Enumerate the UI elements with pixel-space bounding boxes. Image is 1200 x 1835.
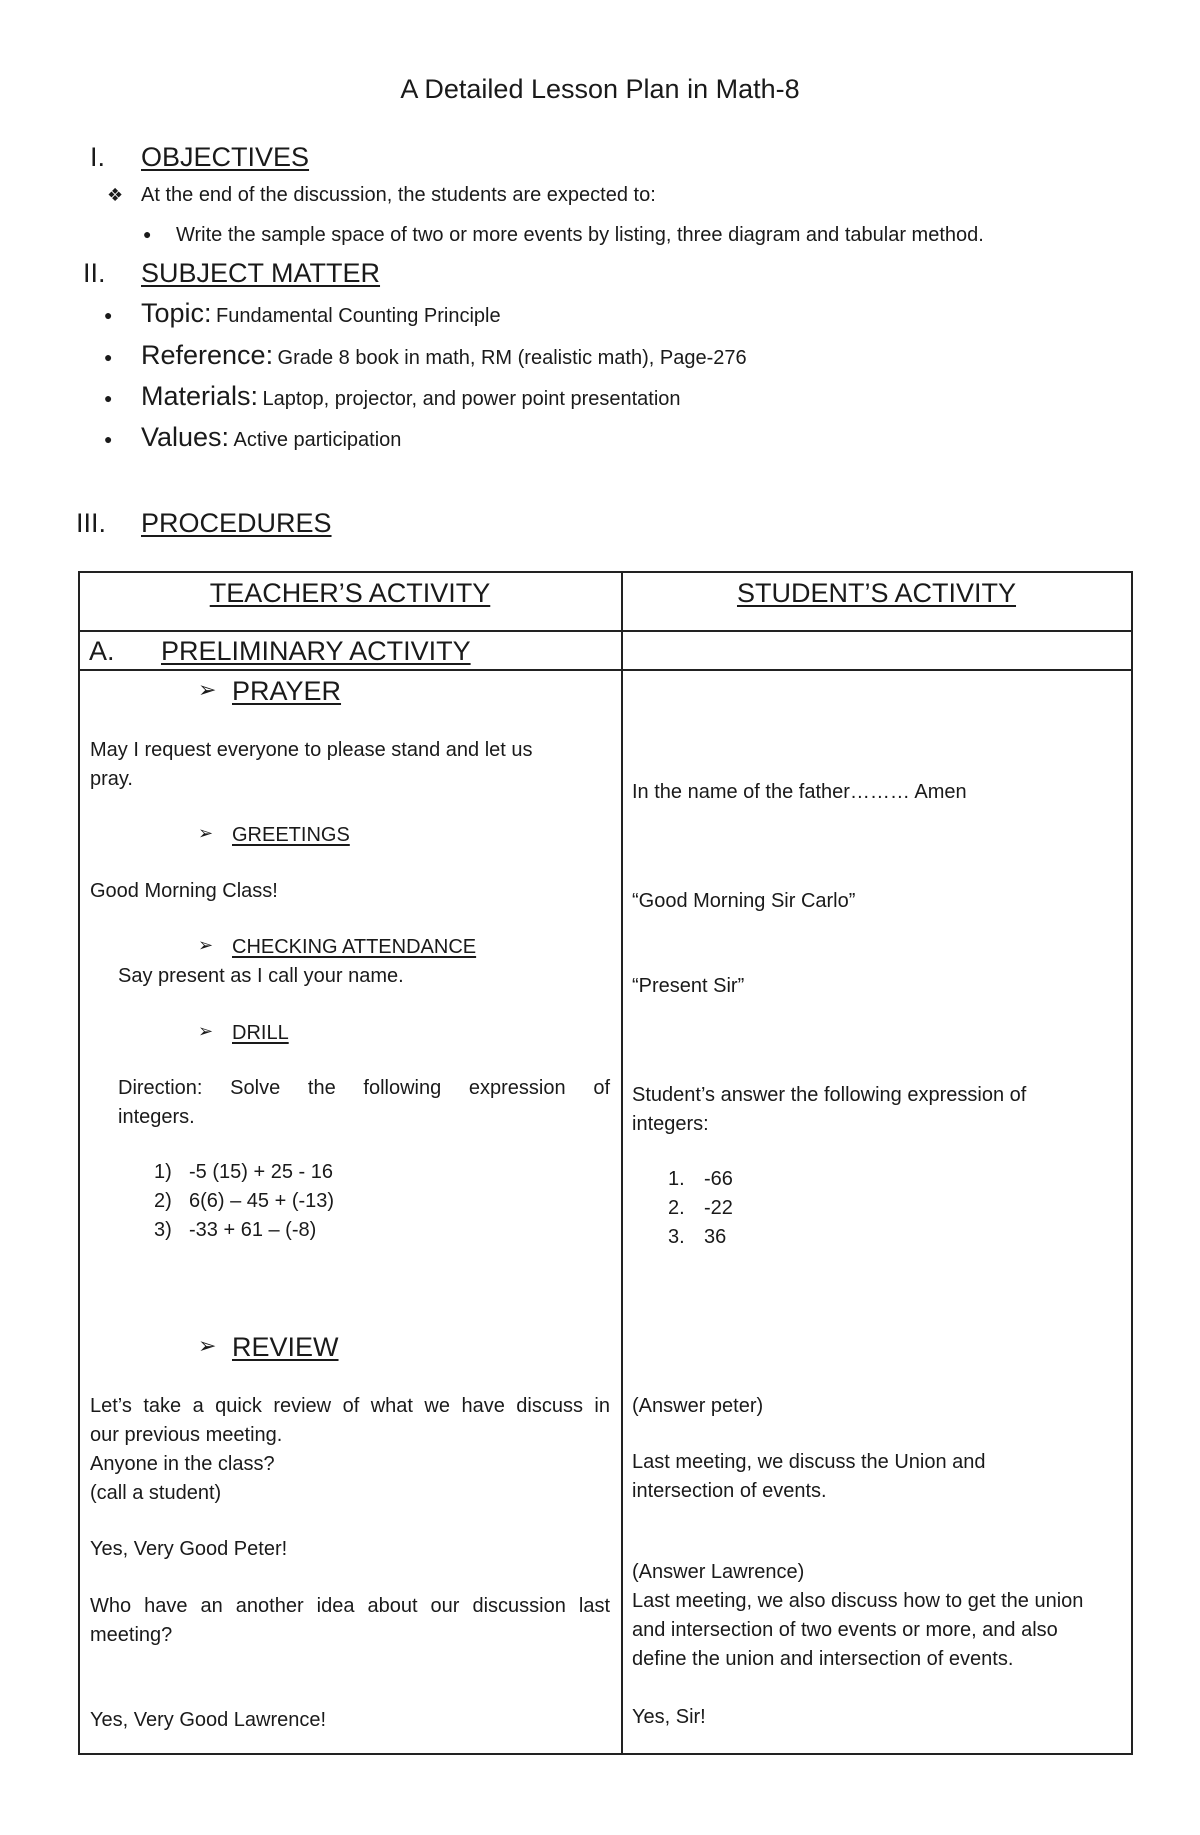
prayer-teacher-line1: May I request everyone to please stand and let us [90, 739, 533, 761]
arrow-bullet-icon: ➢ [198, 1021, 214, 1041]
objective-item: Write the sample space of two or more events by listing, three diagram and tabular method. [176, 224, 984, 246]
arrow-bullet-icon: ➢ [198, 1333, 217, 1358]
review-student-answer2-label: (Answer Lawrence) [632, 1561, 805, 1583]
greetings-heading: GREETINGS [232, 824, 350, 846]
bullet-icon: ● [104, 307, 113, 323]
review-teacher-praise1: Yes, Very Good Peter! [90, 1538, 288, 1560]
teacher-activity-header: TEACHER’S ACTIVITY [209, 578, 491, 608]
prayer-teacher-line2: pray. [90, 768, 133, 790]
review-student-answer1-label: (Answer peter) [632, 1395, 764, 1417]
bullet-icon: ● [104, 431, 113, 447]
review-student-answer1-line2: intersection of events. [632, 1480, 827, 1502]
review-teacher-question-line2: meeting? [90, 1624, 173, 1646]
drill-item-number: 3) [154, 1219, 172, 1241]
drill-answer: 36 [704, 1226, 727, 1248]
subject-label: Values: [141, 422, 230, 452]
table-border-top [78, 571, 1132, 573]
greetings-teacher: Good Morning Class! [90, 880, 278, 902]
section-heading-objectives: OBJECTIVES [141, 142, 310, 172]
bullet-icon: ● [104, 349, 113, 365]
drill-heading: DRILL [232, 1022, 289, 1044]
review-heading: REVIEW [232, 1332, 339, 1362]
subject-item-materials [141, 381, 681, 412]
drill-student-line2: integers: [632, 1113, 709, 1135]
subject-label: Reference: [141, 340, 274, 370]
table-divider [78, 669, 1132, 671]
drill-item: -5 (15) + 25 - 16 [189, 1161, 333, 1183]
preliminary-letter: A. [89, 636, 115, 666]
drill-answer-number: 3. [668, 1226, 685, 1248]
subject-item-reference [141, 340, 747, 371]
drill-direction-line2: integers. [118, 1106, 195, 1128]
prayer-student-response: In the name of the father……… Amen [632, 781, 967, 803]
review-student-answer2-line3: define the union and intersection of events. [632, 1648, 1014, 1670]
arrow-bullet-icon: ➢ [198, 823, 214, 843]
attendance-teacher: Say present as I call your name. [118, 965, 404, 987]
review-teacher-line4: (call a student) [90, 1482, 222, 1504]
table-border-bottom [78, 1753, 1132, 1755]
section-number-procedures: III. [76, 508, 107, 538]
subject-value: Fundamental Counting Principle [216, 305, 501, 327]
drill-item: -33 + 61 – (-8) [189, 1219, 317, 1241]
drill-item-number: 1) [154, 1161, 172, 1183]
section-number-subject-matter: II. [83, 258, 106, 288]
drill-item-number: 2) [154, 1190, 172, 1212]
review-teacher-line3: Anyone in the class? [90, 1453, 275, 1475]
review-student-answer2-line2: and intersection of two events or more, and also [632, 1619, 1058, 1641]
subject-item-values [141, 422, 401, 453]
arrow-bullet-icon: ➢ [198, 935, 214, 955]
subject-item-topic [141, 298, 501, 329]
drill-direction-line1: Direction: Solve the following expression of [118, 1077, 610, 1099]
section-heading-subject-matter: SUBJECT MATTER [141, 258, 381, 288]
objectives-intro: At the end of the discussion, the students are expected to: [141, 184, 656, 206]
drill-answer-number: 1. [668, 1168, 685, 1190]
table-border-right [1131, 571, 1133, 1755]
drill-answer: -22 [704, 1197, 733, 1219]
preliminary-activity-label: PRELIMINARY ACTIVITY [161, 636, 471, 666]
subject-value: Active participation [233, 429, 402, 451]
section-number-objectives: I. [90, 142, 106, 172]
review-teacher-line2: our previous meeting. [90, 1424, 283, 1446]
subject-value: Grade 8 book in math, RM (realistic math), Page-276 [277, 347, 747, 369]
table-column-divider [621, 571, 623, 1755]
greetings-student: “Good Morning Sir Carlo” [632, 890, 856, 912]
review-teacher-line1: Let’s take a quick review of what we have discuss in [90, 1395, 610, 1417]
review-student-yes: Yes, Sir! [632, 1706, 706, 1728]
drill-answer: -66 [704, 1168, 733, 1190]
bullet-icon: ● [143, 226, 152, 242]
subject-value: Laptop, projector, and power point presentation [262, 388, 681, 410]
diamond-bullet-icon: ❖ [107, 185, 124, 205]
arrow-bullet-icon: ➢ [198, 677, 217, 702]
prayer-heading: PRAYER [232, 676, 342, 706]
drill-item: 6(6) – 45 + (-13) [189, 1190, 335, 1212]
drill-answer-number: 2. [668, 1197, 685, 1219]
bullet-icon: ● [104, 390, 113, 406]
subject-label: Materials: [141, 381, 259, 411]
review-teacher-question-line1: Who have an another idea about our discussion last [90, 1595, 610, 1617]
attendance-student: “Present Sir” [632, 975, 745, 997]
review-student-answer1-line1: Last meeting, we discuss the Union and [632, 1451, 986, 1473]
drill-student-line1: Student’s answer the following expression of [632, 1084, 1027, 1106]
review-teacher-praise2: Yes, Very Good Lawrence! [90, 1709, 327, 1731]
section-heading-procedures: PROCEDURES [141, 508, 332, 538]
table-border-left [78, 571, 80, 1755]
table-divider [78, 630, 1132, 632]
subject-label: Topic: [141, 298, 212, 328]
page-title: A Detailed Lesson Plan in Math-8 [400, 74, 800, 104]
review-student-answer2-line1: Last meeting, we also discuss how to get the union [632, 1590, 1084, 1612]
attendance-heading: CHECKING ATTENDANCE [232, 936, 477, 958]
student-activity-header: STUDENT’S ACTIVITY [736, 578, 1017, 608]
